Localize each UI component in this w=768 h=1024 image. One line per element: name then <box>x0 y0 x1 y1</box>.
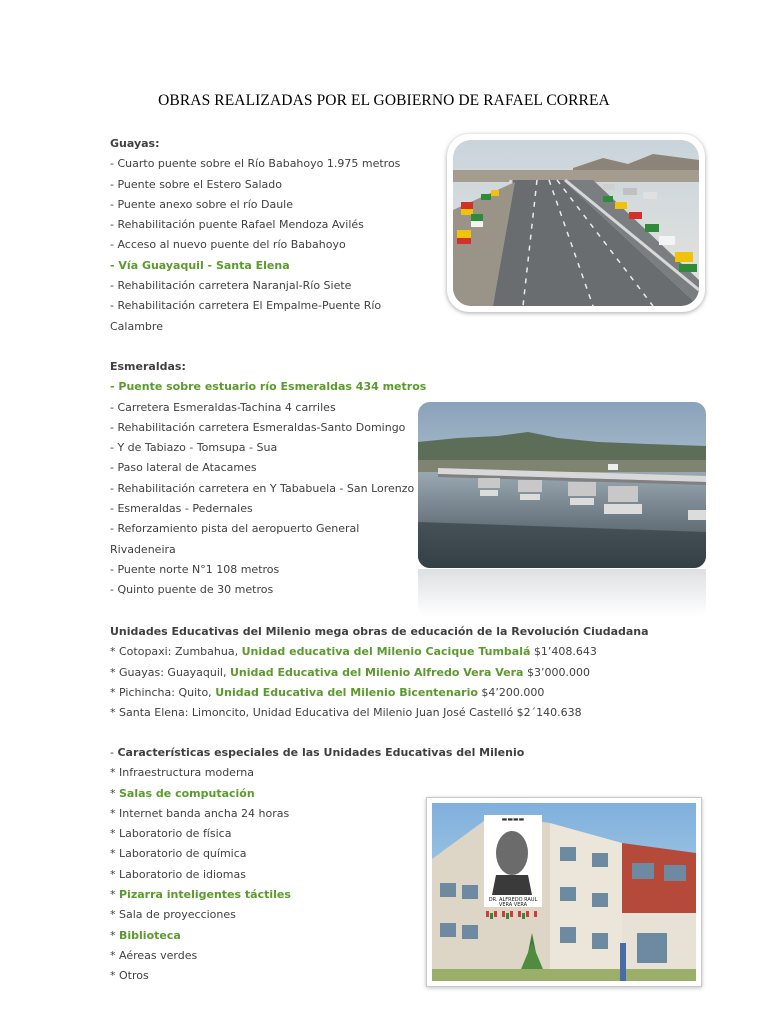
esmeraldas-item: - Esmeraldas - Pedernales <box>110 502 253 516</box>
esmeraldas-item-highlight: - Puente sobre estuario río Esmeraldas 434 metros <box>110 380 427 394</box>
unidad-item: * Santa Elena: Limoncito, Unidad Educativa del Milenio Juan José Castelló $2´140.638 <box>110 706 582 720</box>
unidades-section <box>110 622 649 723</box>
caracteristica-item: * Biblioteca <box>110 928 181 942</box>
guayas-item-highlight: - Vía Guayaquil - Santa Elena <box>110 258 290 272</box>
caracteristica-item: * Pizarra inteligentes táctiles <box>110 888 291 902</box>
caracteristicas-heading: - Características especiales de las Unidades Educativas del Milenio <box>110 746 525 759</box>
esmeraldas-item: - Rehabilitación carretera en Y Tababuela - San Lorenzo <box>110 481 415 495</box>
guayas-item: Calambre <box>110 319 163 333</box>
unidad-item: * Cotopaxi: Zumbahua, Unidad educativa del Milenio Cacique Tumbalá $1’408.643 <box>110 645 597 659</box>
photo-reflection <box>418 569 706 617</box>
caracteristica-item: * Laboratorio de idiomas <box>110 867 246 881</box>
caracteristica-item: * Sala de proyecciones <box>110 908 236 922</box>
esmeraldas-item: - Y de Tabiazo - Tomsupa - Sua <box>110 441 278 455</box>
caracteristica-item: * Otros <box>110 969 149 983</box>
school-building-photo <box>426 797 702 987</box>
esmeraldas-item: - Quinto puente de 30 metros <box>110 583 274 597</box>
caracteristica-item: * Aéreas verdes <box>110 948 198 962</box>
unidades-heading: Unidades Educativas del Milenio mega obras de educación de la Revolución Ciudadana <box>110 625 649 638</box>
guayas-section <box>110 134 400 337</box>
esmeraldas-item: Rivadeneira <box>110 542 176 556</box>
esmeraldas-item: - Puente norte N°1 108 metros <box>110 562 280 576</box>
unidad-item: * Pichincha: Quito, Unidad Educativa del Milenio Bicentenario $4’200.000 <box>110 685 545 699</box>
highlight-text: Puente sobre estuario río Esmeraldas 434 metros <box>118 380 427 394</box>
caracteristica-item: * Infraestructura moderna <box>110 766 254 780</box>
caracteristica-item: * Laboratorio de física <box>110 827 232 841</box>
esmeraldas-section <box>110 357 426 601</box>
esmeraldas-item: - Reforzamiento pista del aeropuerto General <box>110 522 360 536</box>
guayas-item: - Puente anexo sobre el río Daule <box>110 197 293 211</box>
guayas-heading: Guayas: <box>110 137 160 150</box>
unidad-name: Unidad Educativa del Milenio Alfredo Vera Vera <box>229 665 524 679</box>
esmeraldas-heading: Esmeraldas: <box>110 360 186 373</box>
banner-line1: DR. ALFREDO RAUL <box>488 897 538 903</box>
caracteristica-item: * Salas de computación <box>110 786 255 800</box>
guayas-item: - Rehabilitación carretera El Empalme-Puente Río <box>110 299 382 313</box>
guayas-item: - Acceso al nuevo puente del río Babahoyo <box>110 238 346 252</box>
unidad-name: Unidad Educativa del Milenio Bicentenario <box>215 685 478 699</box>
esmeraldas-item: - Paso lateral de Atacames <box>110 461 257 475</box>
guayas-item: - Rehabilitación carretera Naranjal-Río Siete <box>110 279 352 293</box>
caracteristica-item: * Internet banda ancha 24 horas <box>110 806 290 820</box>
guayas-item: - Cuarto puente sobre el Río Babahoyo 1.975 metros <box>110 157 401 171</box>
unidad-name: Unidad Educativa del Milenio Juan José Castelló <box>252 706 514 720</box>
banner-line2: VERA VERA <box>498 902 528 908</box>
esmeraldas-item: - Carretera Esmeraldas-Tachina 4 carriles <box>110 400 336 414</box>
estuary-bridge-photo <box>418 402 706 568</box>
bridge-highway-photo <box>447 134 705 312</box>
guayas-item: - Puente sobre el Estero Salado <box>110 177 283 191</box>
page-title: OBRAS REALIZADAS POR EL GOBIERNO DE RAFAEL CORREA <box>158 92 610 109</box>
guayas-item: - Rehabilitación puente Rafael Mendoza Avilés <box>110 218 364 232</box>
esmeraldas-item: - Rehabilitación carretera Esmeraldas-Santo Domingo <box>110 420 406 434</box>
highlight-text: Vía Guayaquil - Santa Elena <box>118 258 290 272</box>
unidad-name: Unidad educativa del Milenio Cacique Tumbalá <box>241 645 531 659</box>
unidad-item: * Guayas: Guayaquil, Unidad Educativa del Milenio Alfredo Vera Vera $3’000.000 <box>110 665 590 679</box>
banner-top-text: ▬▬▬▬ <box>501 816 525 823</box>
caracteristica-item: * Laboratorio de química <box>110 847 247 861</box>
